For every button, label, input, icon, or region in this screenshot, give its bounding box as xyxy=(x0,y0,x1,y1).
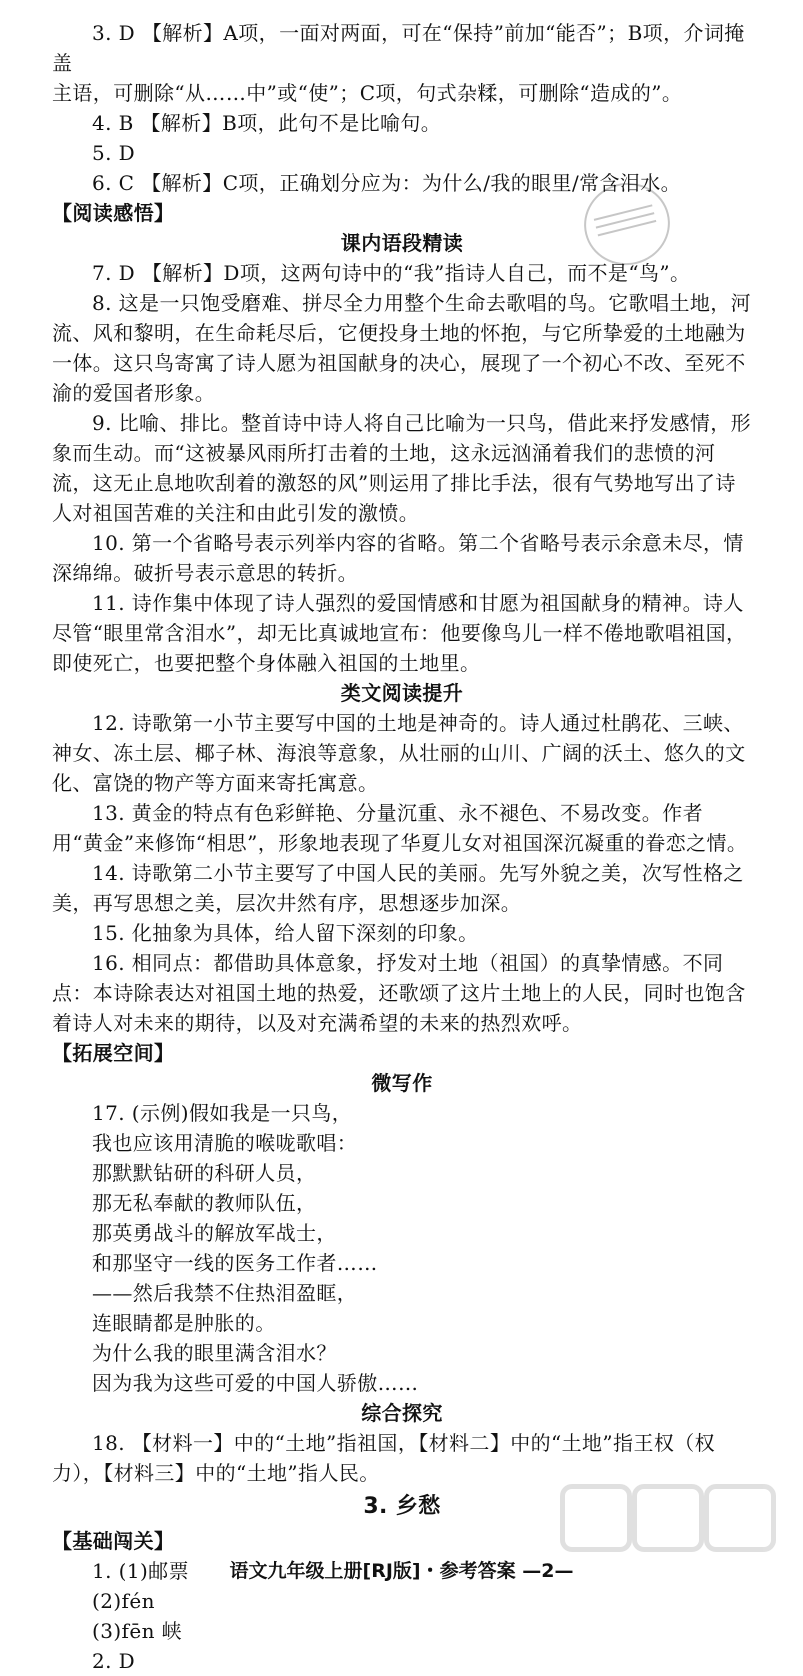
answer-content xyxy=(52,18,752,1676)
poem-line: 为什么我的眼里满含泪水？ xyxy=(92,1341,337,1365)
answer-11: 11. 诗作集中体现了诗人强烈的爱国情感和甘愿为祖国献身的精神。诗人尽管“眼里常含泪水”，却无比真诚地宣布：他要像鸟儿一样不倦地歌唱祖国，即使死亡，也要把整个身体融入祖国的土地里。 xyxy=(52,591,747,675)
answer-13: 13. 黄金的特点有色彩鲜艳、分量沉重、永不褪色、不易改变。作者用“黄金”来修饰“相思”，形象地表现了华夏儿女对祖国深沉凝重的眷恋之情。 xyxy=(52,801,748,855)
answer-4: 4. B 【解析】B项，此句不是比喻句。 xyxy=(92,111,442,135)
section-reading: 【阅读感悟】 xyxy=(52,201,175,225)
answer-3-cont: 主语，可删除“从……中”或“使”；C项，句式杂糅，可删除“造成的”。 xyxy=(52,81,683,105)
answer-10: 10. 第一个省略号表示列举内容的省略。第二个省略号表示余意未尽，情深绵绵。破折号表示意思的转折。 xyxy=(52,531,744,585)
heading-comprehensive: 综合探究 xyxy=(361,1401,443,1425)
answer-16: 16. 相同点：都借助具体意象，抒发对土地（祖国）的真挚情感。不同点：本诗除表达对祖国土地的热爱，还歌颂了这片土地上的人民，同时也饱含着诗人对未来的期待，以及对充满希望的未来的热烈欢呼。 xyxy=(52,951,746,1035)
chapter-title: 3. 乡愁 xyxy=(363,1494,441,1519)
answer-15: 15. 化抽象为具体，给人留下深刻的印象。 xyxy=(92,921,479,945)
heading-in-class-reading: 课内语段精读 xyxy=(340,231,464,255)
answer-14: 14. 诗歌第二小节主要写了中国人民的美丽。先写外貌之美，次写性格之美，再写思想之美，层次井然有序，思想逐步加深。 xyxy=(52,861,744,915)
answer-3: 3. D 【解析】A项，一面对两面，可在“保持”前加“能否”；B项，介词掩盖 xyxy=(52,21,745,75)
answer-9: 9. 比喻、排比。整首诗中诗人将自己比喻为一只鸟，借此来抒发感情，形象而生动。而“这被暴风雨所打击着的土地，这永远汹涌着我们的悲愤的河流，这无止息地吹刮着的激怒的风”则运用了排比手法，很有气势地写出了诗人对祖国苦难的关注和由此引发的激愤。 xyxy=(52,411,752,525)
answer-5: 5. D xyxy=(92,141,136,165)
answer-12: 12. 诗歌第一小节主要写中国的土地是神奇的。诗人通过杜鹃花、三峡、神女、冻土层、椰子林、海浪等意象，从壮丽的山川、广阔的沃土、悠久的文化、富饶的物产等方面来寄托寓意。 xyxy=(52,711,746,795)
page-footer: 语文九年级上册[RJ版]・参考答案 —2— xyxy=(229,1560,574,1582)
basics-answer-1: 1. (1)邮票 xyxy=(92,1559,189,1583)
heading-micro-writing: 微写作 xyxy=(371,1071,433,1095)
answer-18: 18. 【材料一】中的“土地”指祖国，【材料二】中的“土地”指王权（权力），【材料三】中的“土地”指人民。 xyxy=(52,1431,716,1485)
poem-line: ——然后我禁不住热泪盈眶， xyxy=(92,1281,358,1305)
poem-line: 17. (示例)假如我是一只鸟， xyxy=(92,1101,353,1125)
poem-line: 因为我为这些可爱的中国人骄傲…… xyxy=(92,1371,419,1395)
answer-6: 6. C 【解析】C项，正确划分应为：为什么/我的眼里/常含泪水。 xyxy=(92,171,682,195)
section-extension: 【拓展空间】 xyxy=(52,1041,175,1065)
poem-line: 我也应该用清脆的喉咙歌唱： xyxy=(92,1131,358,1155)
poem-line: 那默默钻研的科研人员， xyxy=(92,1161,317,1185)
poem-line: 那无私奉献的教师队伍， xyxy=(92,1191,317,1215)
basics-answer-2: 2. D xyxy=(92,1649,136,1673)
poem-line: 连眼睛都是肿胀的。 xyxy=(92,1311,276,1335)
heading-similar-reading: 类文阅读提升 xyxy=(340,681,464,705)
answer-17-poem xyxy=(52,1098,752,1398)
answer-7: 7. D 【解析】D项，这两句诗中的“我”指诗人自己，而不是“鸟”。 xyxy=(92,261,691,285)
section-basics: 【基础闯关】 xyxy=(52,1529,175,1553)
poem-line: 和那坚守一线的医务工作者…… xyxy=(92,1251,378,1275)
basics-answer-1-3: (3)fēn 峡 xyxy=(92,1619,183,1643)
answer-8: 8. 这是一只饱受磨难、拼尽全力用整个生命去歌唱的鸟。它歌唱土地，河流、风和黎明，在生命耗尽后，它便投身土地的怀抱，与它所挚爱的土地融为一体。这只鸟寄寓了诗人愿为祖国献身的决心，展现了一个初心不改、至死不渝的爱国者形象。 xyxy=(52,291,752,405)
basics-answer-1-2: (2)fén xyxy=(92,1589,155,1613)
poem-line: 那英勇战斗的解放军战士， xyxy=(92,1221,337,1245)
